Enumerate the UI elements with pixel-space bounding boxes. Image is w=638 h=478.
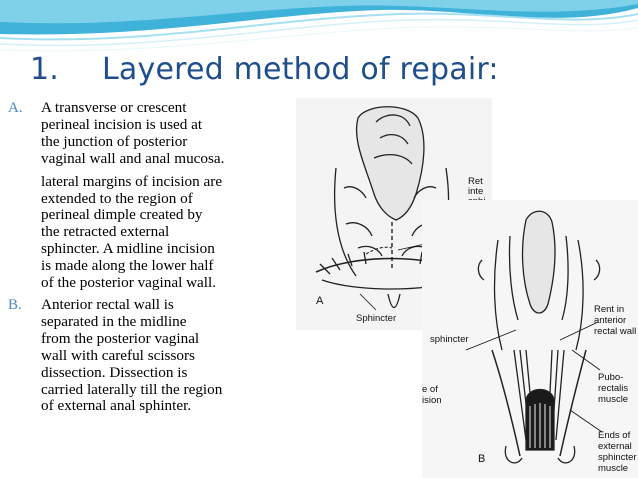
item-marker: A. (8, 100, 23, 116)
text-line: wall with careful scissors (41, 346, 195, 364)
fig-b-label: rectal wall (594, 326, 637, 337)
text-line: of external anal sphinter. (41, 397, 192, 415)
text-line: carried laterally till the region (41, 380, 223, 398)
text-line: dissection. Dissection is (41, 363, 188, 381)
text-line: from the posterior vaginal (41, 329, 200, 347)
fig-b-label: e of (422, 384, 438, 395)
slide-body (8, 100, 298, 415)
list-item-b (8, 297, 298, 415)
text-line: the junction of posterior (41, 132, 188, 150)
fig-b-label: muscle (598, 394, 629, 405)
title-number: 1. (30, 52, 60, 87)
text-line: the retracted external (41, 223, 170, 241)
title-text: Layered method of repair: (102, 52, 499, 87)
fig-b-label: sphincter (430, 334, 469, 345)
fig-a-label: Ret (468, 176, 483, 187)
list-item-a (8, 100, 298, 168)
text-line: extended to the region of (41, 189, 193, 207)
fig-b-label: anterior (594, 315, 627, 326)
fig-b-label: Pubo- (598, 372, 624, 383)
fig-b-label: muscle (598, 463, 629, 474)
text-line: separated in the midline (41, 312, 187, 330)
slide-title (30, 52, 499, 87)
text-line: vaginal wall and anal mucosa. (41, 149, 225, 167)
fig-b-label: rectalis (598, 383, 629, 394)
text-line: Anterior rectal wall is (41, 295, 174, 313)
fig-b-label: ision (422, 395, 442, 406)
panel-label-a: A (316, 295, 324, 307)
fig-b-label: Rent in (594, 304, 625, 315)
text-line: perineal incision is used at (41, 115, 203, 133)
fig-a-label: inte (468, 186, 484, 197)
text-line: A transverse or crescent (41, 99, 187, 116)
text-line: lateral margins of incision are (41, 172, 223, 190)
text-line: of the posterior vaginal wall. (41, 274, 217, 292)
fig-b-label: sphincter (598, 452, 637, 463)
text-line: perineal dimple created by (41, 206, 203, 224)
fig-b-label: Ends of (598, 430, 631, 441)
fig-a-label: Sphincter (356, 313, 397, 324)
figure-b-illustration (422, 200, 638, 478)
list-item-a-continuation (41, 174, 298, 292)
fig-b-label: external (598, 441, 632, 452)
text-line: sphincter. A midline incision (41, 240, 215, 258)
panel-label-b: B (478, 453, 486, 465)
item-marker: B. (8, 296, 22, 313)
text-line: is made along the lower half (41, 257, 214, 275)
